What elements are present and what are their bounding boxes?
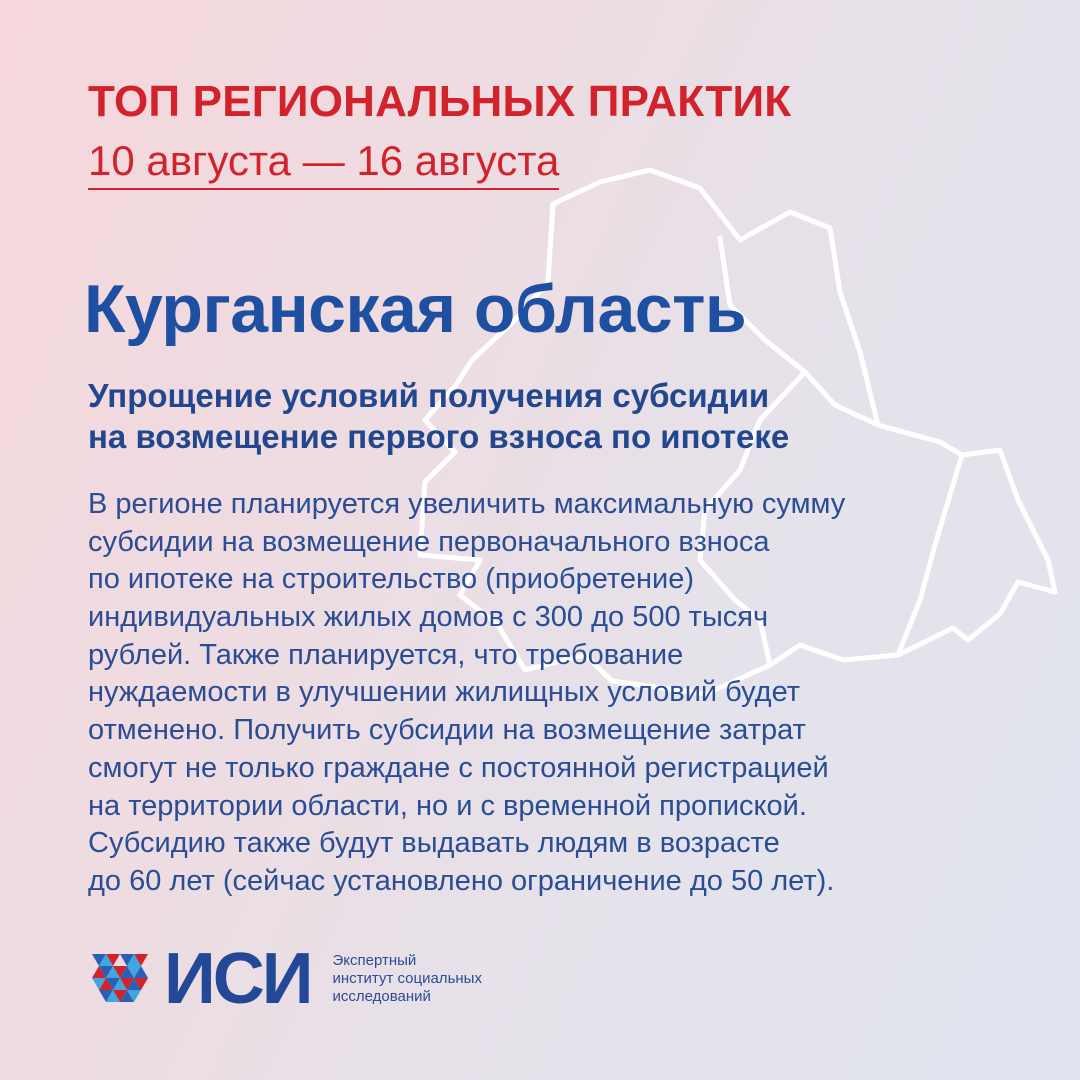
section-title: ТОП РЕГИОНАЛЬНЫХ ПРАКТИК [88, 77, 792, 126]
logo-wordmark: ИСИ [164, 939, 311, 1019]
triangle-mosaic-icon [86, 944, 156, 1014]
logo-caption-line: исследований [332, 988, 431, 1006]
body-line: отменено. Получить субсидии на возмещение затрат [88, 714, 806, 747]
subtitle-line: Упрощение условий получения субсидии [88, 377, 770, 414]
logo-caption-line: Экспертный [332, 951, 417, 969]
practice-subtitle [88, 376, 968, 458]
body-line: по ипотеке на строительство (приобретение) [88, 563, 695, 596]
body-line: до 60 лет (сейчас установлено ограничение до 50 лет). [88, 864, 835, 897]
body-line: нуждаемости в улучшении жилищных условий будет [88, 676, 801, 709]
practice-description [88, 486, 1008, 901]
subtitle-line: на возмещение первого взноса по ипотеке [88, 417, 790, 455]
body-line: на территории области, но и с временной пропиской. [88, 789, 807, 822]
isi-logo [86, 939, 482, 1019]
logo-caption [333, 952, 482, 1007]
region-name: Курганская область [84, 271, 747, 347]
logo-caption-line: институт социальных [332, 969, 482, 987]
body-line: рублей. Также планируется, что требование [88, 638, 684, 671]
body-line: В регионе планируется увеличить максимальную сумму [88, 488, 846, 520]
body-line: индивидуальных жилых домов с 300 до 500 тысяч [88, 601, 769, 634]
body-line: смогут не только граждане с постоянной регистрацией [88, 751, 829, 784]
body-line: Субсидию также будут выдавать людям в возрасте [88, 827, 780, 860]
date-range: 10 августа — 16 августа [88, 136, 559, 190]
body-line: субсидии на возмещение первоначального взноса [88, 525, 770, 558]
